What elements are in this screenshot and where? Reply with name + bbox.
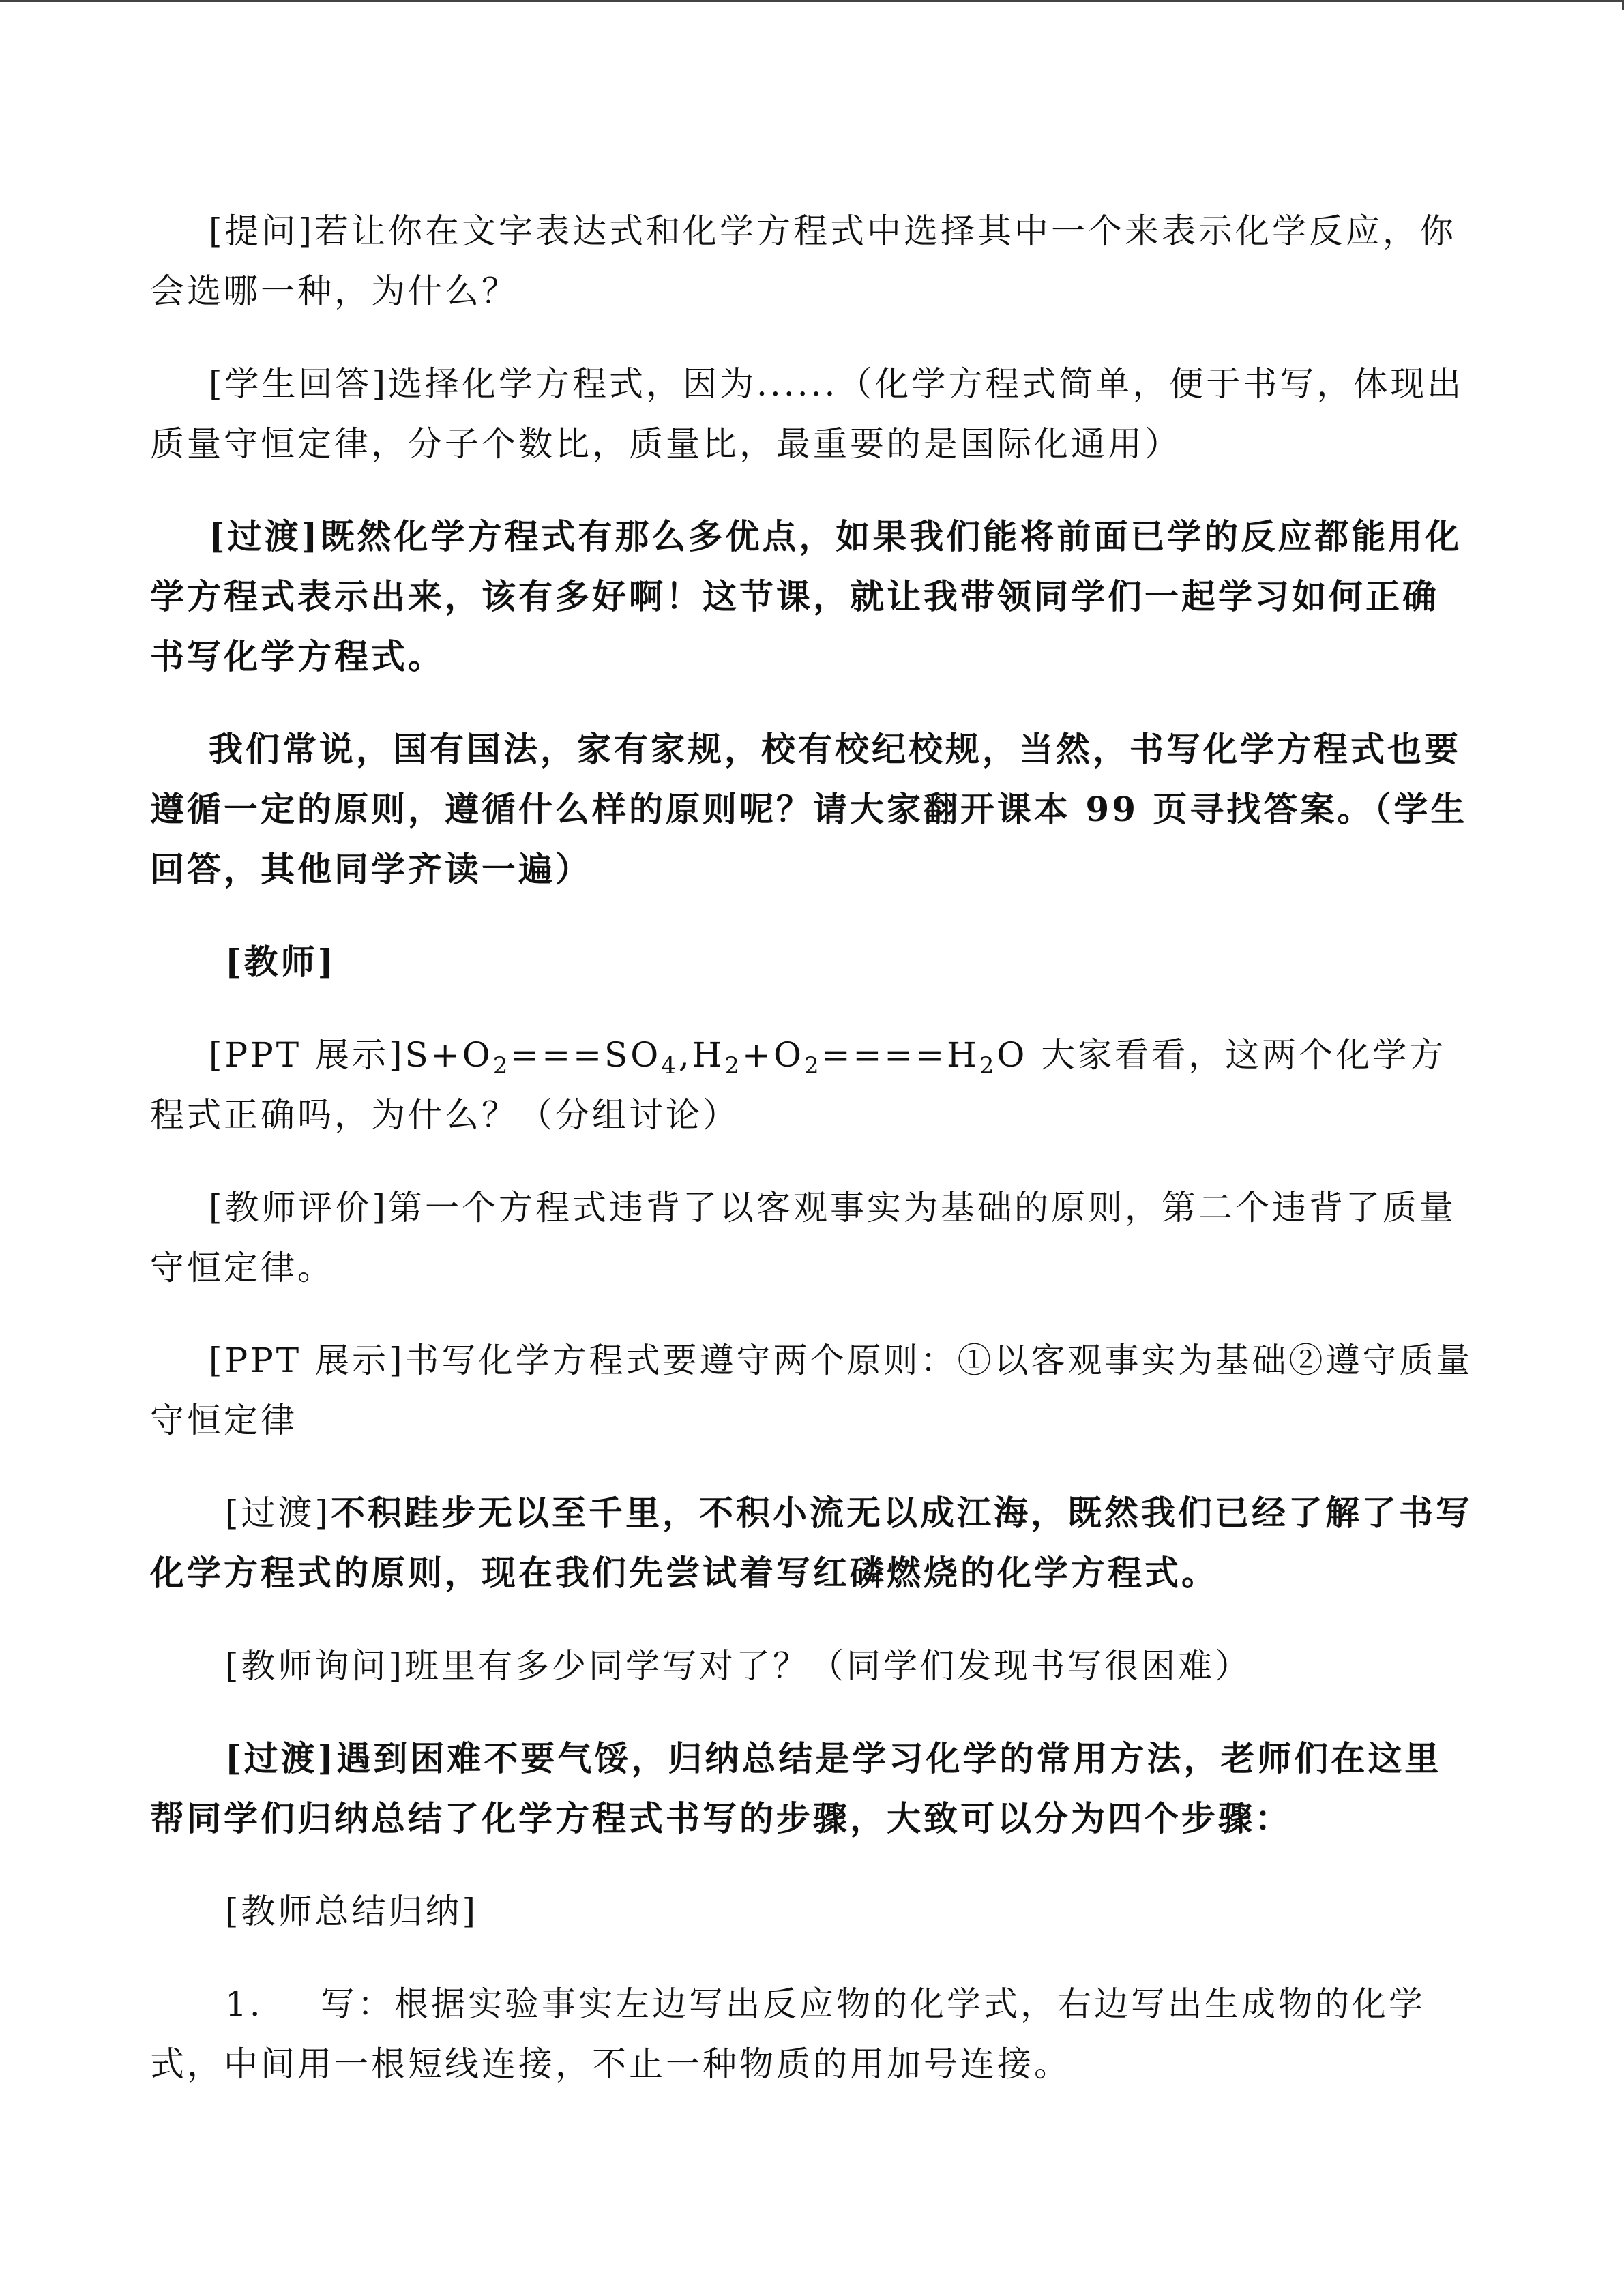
page-top-border [0,0,1624,2]
equation-2: $,H_2+O_2====H_2O$ [678,1035,1028,1079]
paragraph-principles-intro: 我们常说，国有国法，家有家规，校有校纪校规，当然，书写化学方程式也要遵循一定的原则，遵循什么样的原则呢？请大家翻开课本 99 页寻找答案。（学生回答，其他同学齐读一遍） [150,729,1468,889]
paragraph-question: [提问]若让你在文字表达式和化学方程式中选择其中一个来表示化学反应，你会选哪一种，为什么？ [150,211,1457,311]
document-body [150,201,1473,2127]
paragraph-student-answer: [学生回答]选择化学方程式，因为......（化学方程式简单，便于书写，体现出质量守恒定律，分子个数比，质量比，最重要的是国际化通用） [150,364,1464,464]
paragraph-teacher-label: [教师] [225,942,337,982]
ppt-label: [PPT 展示] [209,1035,405,1075]
paragraph-ppt-principles: [PPT 展示]书写化学方程式要遵守两个原则：①以客观事实为基础②遵守质量守恒定律 [150,1341,1473,1440]
list-item-step-1 [150,1974,1473,2094]
paragraph-transition-1: [过渡]既然化学方程式有那么多优点，如果我们能将前面已学的反应都能用化学方程式表示出来，该有多好啊！这节课，就让我带领同学们一起学习如何正确书写化学方程式。 [150,516,1462,676]
paragraph-teacher-inquiry: [教师询问]班里有多少同学写对了？（同学们发现书写很困难） [225,1646,1252,1686]
step-number: 1. [225,1984,263,2024]
equation-1: $S+O_2===SO_4$ [404,1035,679,1079]
paragraph-teacher-summary-label: [教师总结归纳] [225,1892,479,1931]
transition-label: [过渡] [225,1493,331,1533]
transition-text: 不积跬步无以至千里，不积小流无以成江海，既然我们已经了解了书写化学方程式的原则，现在我们先尝试着写红磷燃烧的化学方程式。 [150,1493,1473,1593]
step-text: 写：根据实验事实左边写出反应物的化学式，右边写出生成物的化学式，中间用一根短线连接，不止一种物质的用加号连接。 [150,1984,1426,2084]
paragraph-transition-3: [过渡]遇到困难不要气馁，归纳总结是学习化学的常用方法，老师们在这里帮同学们归纳总结了化学方程式书写的步骤，大致可以分为四个步骤： [150,1738,1442,1838]
paragraph-teacher-evaluation: [教师评价]第一个方程式违背了以客观事实为基础的原则，第二个违背了质量守恒定律。 [150,1188,1457,1287]
equation-question: 大家看看，这两个化学方程式正确吗，为什么？（分组讨论） [150,1035,1447,1135]
paragraph-ppt-equations [150,1025,1473,1145]
paragraph-transition-2 [150,1483,1473,1603]
